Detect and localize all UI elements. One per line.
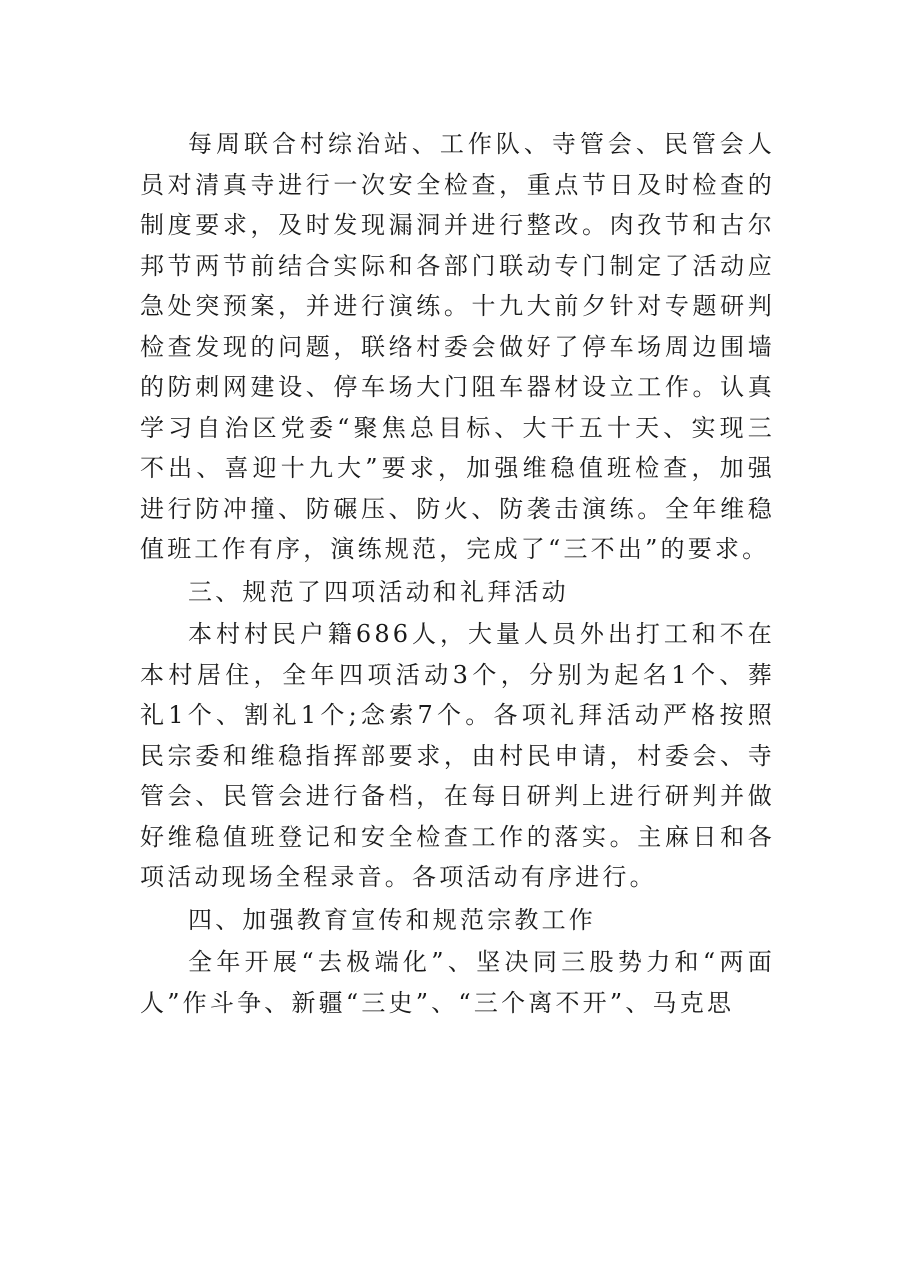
document-body — [140, 124, 775, 1023]
paragraph-education-publicity: 全年开展“去极端化”、坚决同三股势力和“两面人”作斗争、新疆“三史”、“三个离不开”、马克思 — [140, 948, 775, 1017]
section-heading-4: 四、加强教育宣传和规范宗教工作 — [188, 905, 596, 934]
paragraph-safety-inspection: 每周联合村综治站、工作队、寺管会、民管会人员对清真寺进行一次安全检查，重点节日及时检查的制度要求，及时发现漏洞并进行整改。肉孜节和古尔邦节两节前结合实际和各部门联动专门制定了活动应急处突预案，并进行演练。十九大前夕针对专题研判检查发现的问题，联络村委会做好了停车场周边围墙的防刺网建设、停车场大门阻车器材设立工作。认真学习自治区党委“聚焦总目标、大干五十天、实现三不出、喜迎十九大”要求，加强维稳值班检查，加强进行防冲撞、防碾压、防火、防袭击演练。全年维稳值班工作有序，演练规范，完成了“三不出”的要求。 — [140, 130, 775, 563]
paragraph-four-activities: 本村村民户籍686人，大量人员外出打工和不在本村居住，全年四项活动3个，分别为起名1个、葬礼1个、割礼1个;念索7个。各项礼拜活动严格按照民宗委和维稳指挥部要求，由村民申请，村委会、寺管会、民管会进行备档，在每日研判上进行研判并做好维稳值班登记和安全检查工作的落实。主麻日和各项活动现场全程录音。各项活动有序进行。 — [140, 620, 775, 891]
section-heading-3: 三、规范了四项活动和礼拜活动 — [188, 577, 569, 606]
